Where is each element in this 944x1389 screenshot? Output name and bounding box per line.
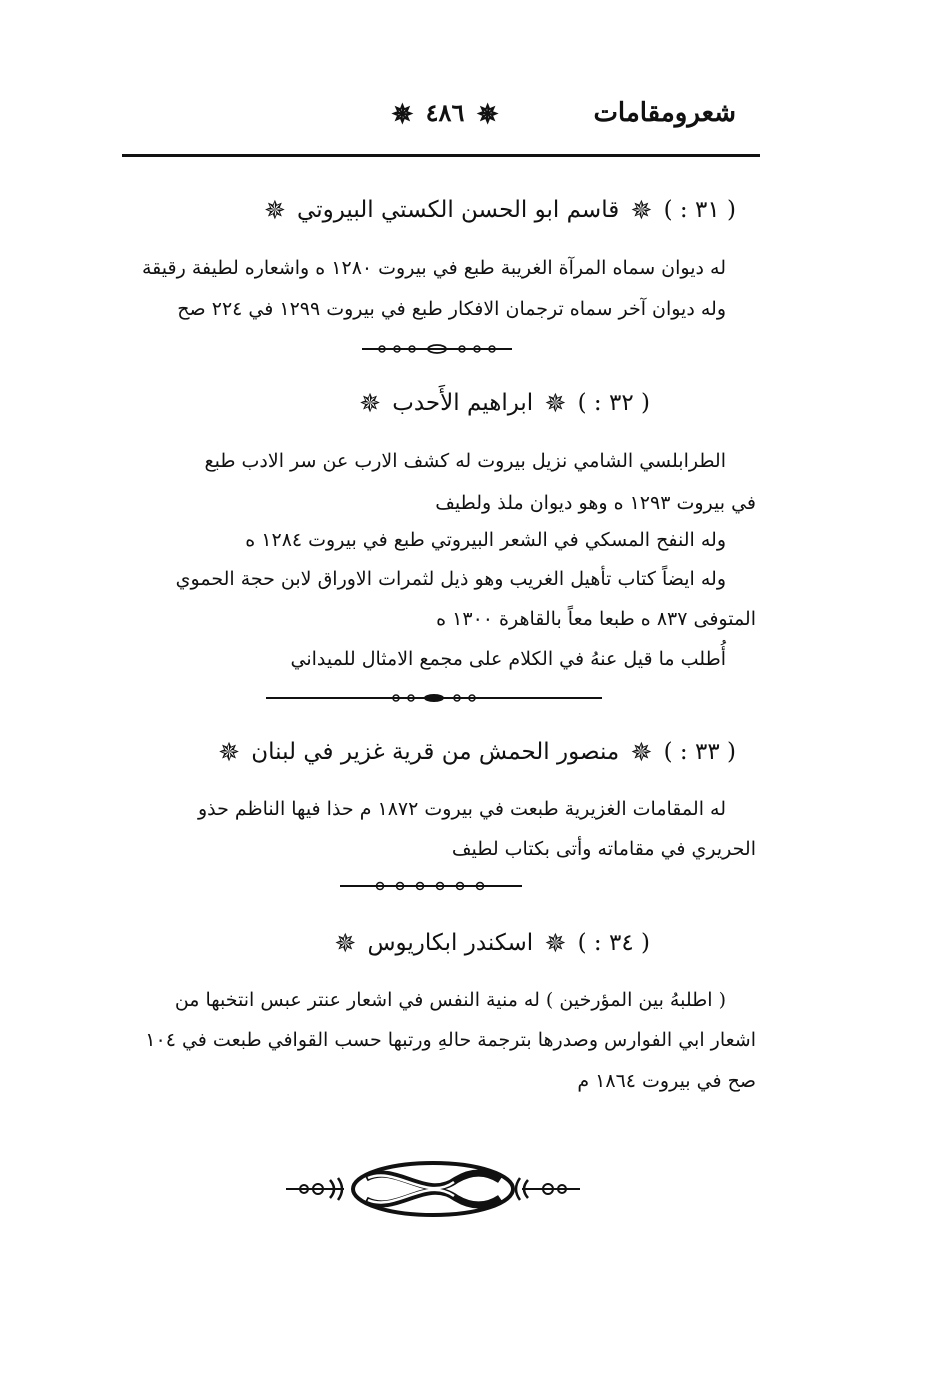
running-title: شعرومقامات [593,98,736,128]
entry-line: وله ايضاً كتاب تأهيل الغريب وهو ذيل لثمرات الاوراق لابن حجة الحموي [175,568,726,590]
entry-line: وله النفح المسكي في الشعر البيروتي طبع في بيروت ١٢٨٤ ه [245,529,726,551]
entry-title [330,929,650,959]
star-ornament-icon: ✵ [334,929,357,959]
star-ornament-icon: ✵ [544,389,567,419]
entry-name: قاسم ابو الحسن الكستي البيروتي [297,197,620,223]
divider-ornament [266,693,602,703]
entry-line: صح في بيروت ١٨٦٤ م [577,1070,756,1092]
entry-line: ( اطلبهُ بين المؤرخين ) له منية النفس في اشعار عنتر عبس انتخبها من [174,989,726,1011]
star-ornament-icon: ✵ [391,99,414,130]
entry-title [355,389,650,419]
star-ornament-icon: ✵ [476,99,499,130]
entry-line: وله ديوان آخر سماه ترجمان الافكار طبع في بيروت ١٢٩٩ في ٢٢٤ صح [177,298,726,320]
star-ornament-icon: ✵ [263,196,286,226]
entry-name: اسكندر ابكاريوس [367,930,534,956]
entry-line: له المقامات الغزيرية طبعت في بيروت ١٨٧٢ م حذا فيها الناظم حذو [197,798,726,820]
entry-number: ( ٣٤ : ) [577,930,650,956]
page-number-group [380,98,510,130]
entry-line: له ديوان سماه المرآة الغريبة طبع في بيروت ١٢٨٠ ه واشعاره لطيفة رقيقة [142,257,726,279]
star-ornament-icon: ✵ [359,389,381,419]
page-number: ٤٨٦ [425,98,465,127]
star-ornament-icon: ✵ [218,738,240,768]
divider-ornament [340,881,522,891]
star-ornament-icon: ✵ [630,738,653,768]
entry-line: في بيروت ١٢٩٣ ه وهو ديوان ملذ ولطيف [435,492,756,514]
star-ornament-icon: ✵ [630,196,653,226]
entry-line: المتوفى ٨٣٧ ه طبعا معاً بالقاهرة ١٣٠٠ ه [436,608,756,630]
entry-title [214,738,736,768]
entry-name: منصور الحمش من قرية غزير في لبنان [251,739,620,765]
entry-number: ( ٣٢ : ) [577,390,650,416]
entry-name: ابراهيم الأَحدب [392,390,534,416]
entry-number: ( ٣١ : ) [663,197,736,223]
entry-title [260,196,736,226]
divider-ornament [362,344,512,354]
page-header [118,92,760,140]
header-rule [122,154,760,157]
entry-line: الحريري في مقاماته وأتى بكتاب لطيف [451,838,756,860]
tailpiece-fleuron [286,1158,580,1224]
entry-line: الطرابلسي الشامي نزيل بيروت له كشف الارب عن سر الادب طبع [204,450,726,472]
entry-line: أُطلب ما قيل عنهُ في الكلام على مجمع الامثال للميداني [290,648,726,670]
entry-line: اشعار ابي الفوارس وصدرها بترجمة حالهِ ورتبها حسب القوافي طبعت في ١٠٤ [145,1029,756,1051]
star-ornament-icon: ✵ [544,929,567,959]
entry-number: ( ٣٣ : ) [663,739,736,765]
